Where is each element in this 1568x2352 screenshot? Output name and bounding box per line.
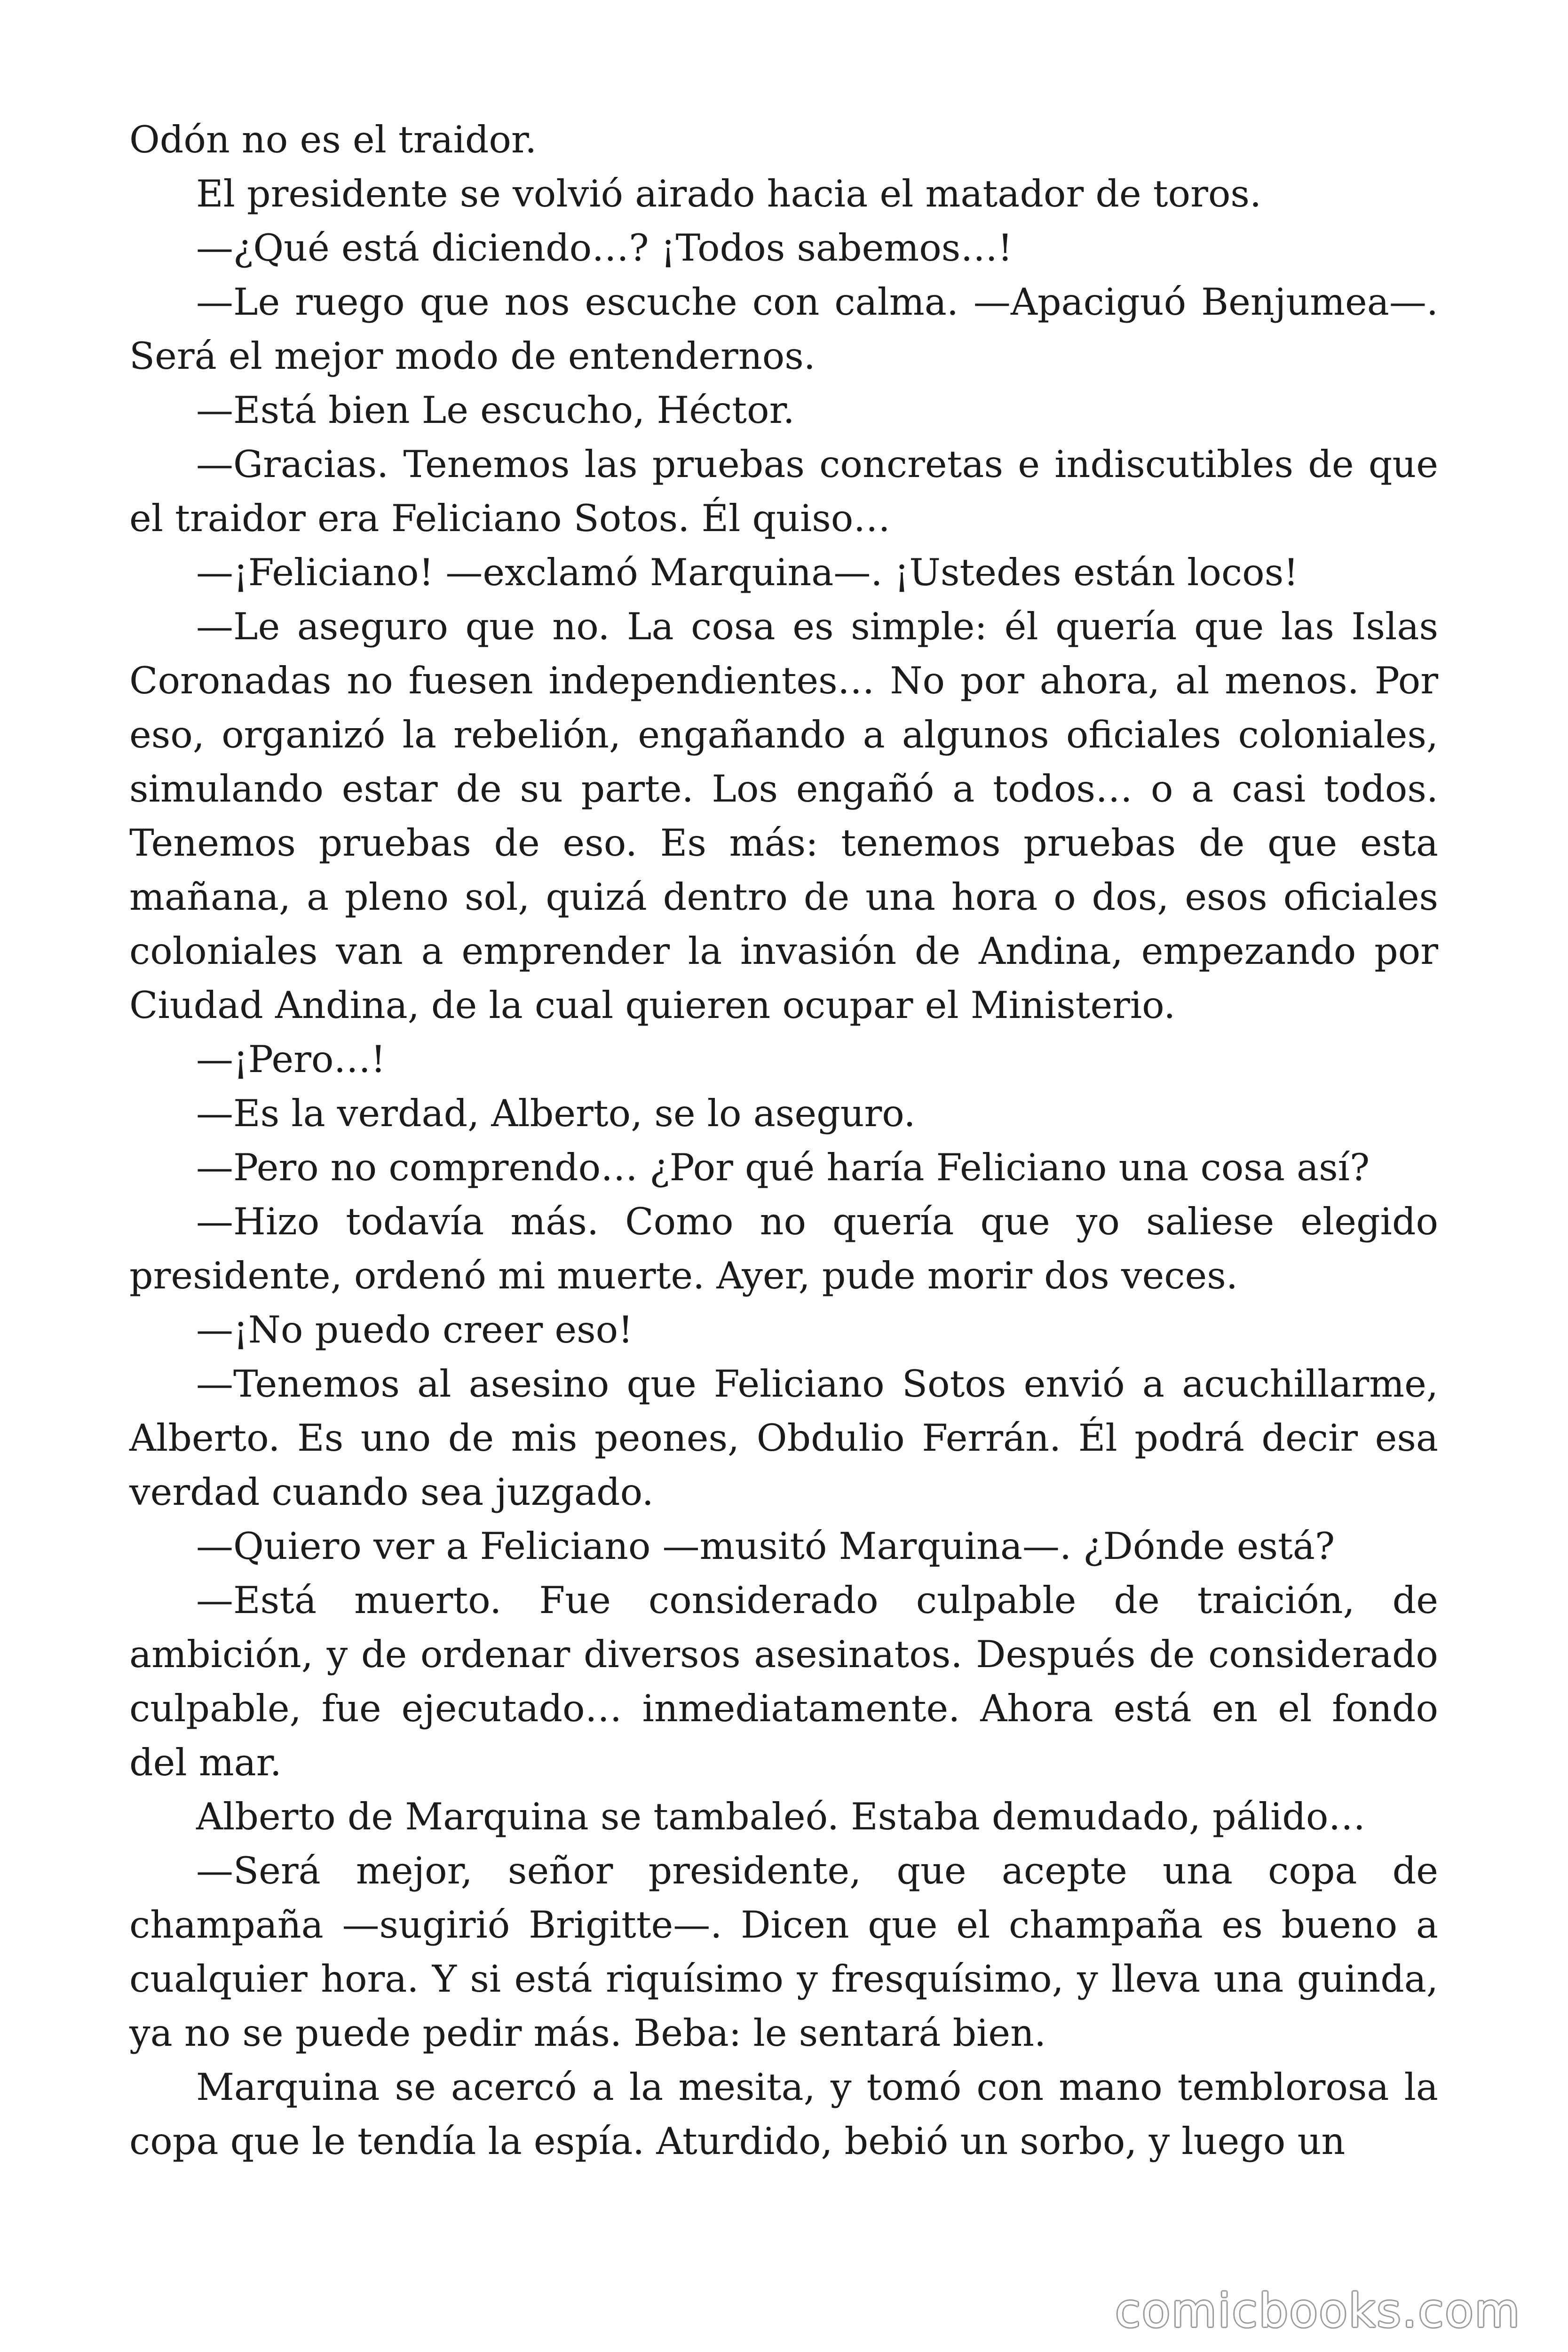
paragraph: —Está bien Le escucho, Héctor. — [196, 389, 795, 432]
paragraph: —Le ruego que nos escuche con calma. —Apaciguó Benjumea—. Será el mejor modo de entendernos. — [129, 280, 1438, 378]
paragraph: El presidente se volvió airado hacia el matador de toros. — [196, 172, 1262, 215]
paragraph: —Le aseguro que no. La cosa es simple: él quería que las Islas Coronadas no fuesen independientes… No por ahora, al menos. Por eso, organizó la rebelión, engañando a algunos oficiales coloniales, simulando estar de su parte. Los engañó a todos… o a casi todos. Tenemos pruebas de eso. Es más: tenemos pruebas de que esta mañana, a pleno sol, quizá dentro de una hora o dos, esos oficiales coloniales van a emprender la invasión de Andina, empezando por Ciudad Andina, de la cual quieren ocupar el Ministerio. — [129, 605, 1438, 1027]
paragraph: —¡Pero…! — [196, 1038, 386, 1081]
paragraph: Marquina se acercó a la mesita, y tomó con mano temblorosa la copa que le tendía la espía. Aturdido, bebió un sorbo, y luego un — [129, 2066, 1438, 2163]
paragraph: —Es la verdad, Alberto, se lo aseguro. — [196, 1092, 916, 1135]
paragraph: —Tenemos al asesino que Feliciano Sotos envió a acuchillarme, Alberto. Es uno de mis peones, Obdulio Ferrán. Él podrá decir esa verdad cuando sea juzgado. — [129, 1362, 1438, 1514]
paragraph: Odón no es el traidor. — [129, 118, 537, 161]
watermark-text: comicbooks.com — [1115, 2284, 1521, 2338]
page-text — [129, 113, 1438, 2169]
paragraph: —¿Qué está diciendo…? ¡Todos sabemos…! — [196, 226, 1013, 270]
paragraph: —Está muerto. Fue considerado culpable de traición, de ambición, y de ordenar diversos asesinatos. Después de considerado culpable, fue ejecutado… inmediatamente. Ahora está en el fondo del mar. — [129, 1579, 1438, 1784]
paragraph: —¡No puedo creer eso! — [196, 1308, 633, 1351]
paragraph: —¡Feliciano! —exclamó Marquina—. ¡Ustedes están locos! — [196, 551, 1299, 594]
paragraph: Alberto de Marquina se tambaleó. Estaba demudado, pálido… — [196, 1795, 1366, 1838]
paragraph: —Quiero ver a Feliciano —musitó Marquina—. ¿Dónde está? — [196, 1525, 1335, 1568]
paragraph: —Pero no comprendo… ¿Por qué haría Feliciano una cosa así? — [196, 1146, 1370, 1189]
paragraph: —Será mejor, señor presidente, que acepte una copa de champaña —sugirió Brigitte—. Dicen que el champaña es bueno a cualquier hora. Y si está riquísimo y fresquísimo, y lleva una guinda, ya no se puede pedir más. Beba: le sentará bien. — [129, 1849, 1438, 2055]
paragraph: —Gracias. Tenemos las pruebas concretas e indiscutibles de que el traidor era Feliciano Sotos. Él quiso… — [129, 443, 1438, 540]
paragraph: —Hizo todavía más. Como no quería que yo saliese elegido presidente, ordenó mi muerte. Ayer, pude morir dos veces. — [129, 1200, 1438, 1297]
